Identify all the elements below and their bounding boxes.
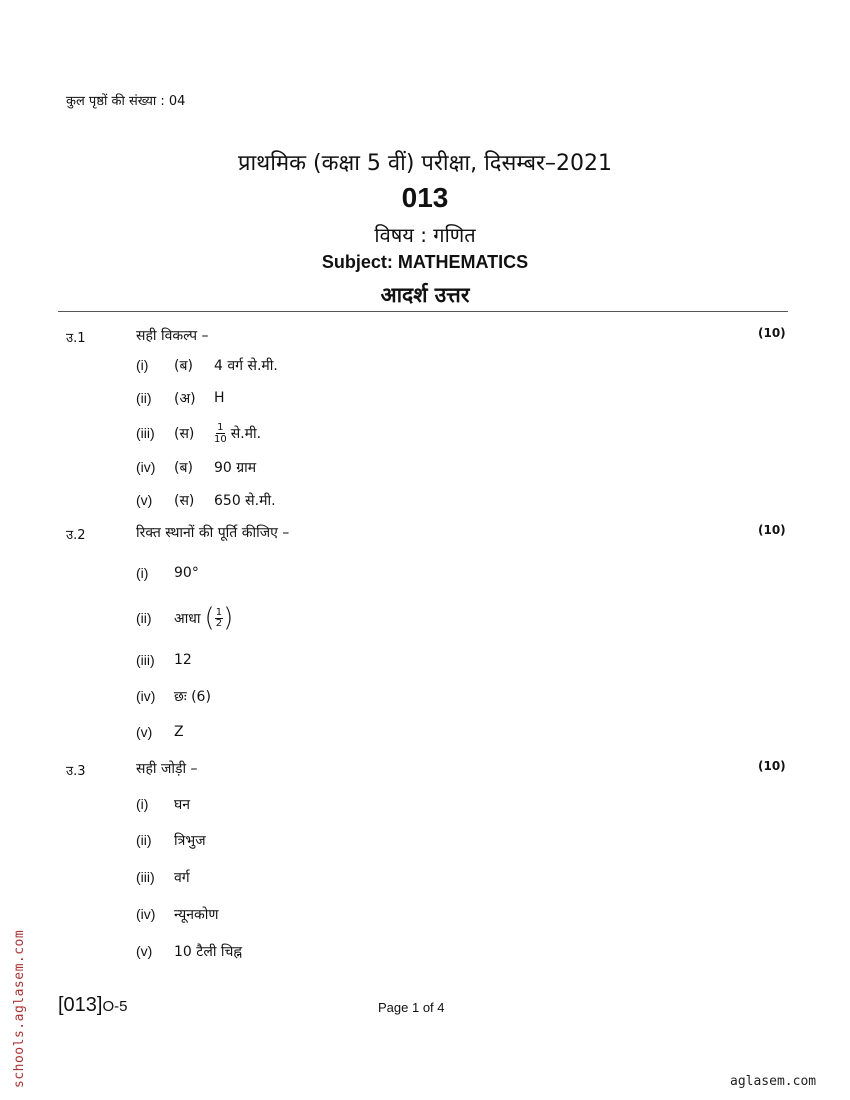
item-number: (iv) bbox=[136, 459, 156, 475]
exam-title: प्राथमिक (कक्षा 5 वीं) परीक्षा, दिसम्बर–2021 bbox=[237, 151, 613, 176]
answer-text: वर्ग bbox=[174, 869, 190, 886]
answer-text: 650 से.मी. bbox=[214, 492, 276, 509]
answer-text: छः (6) bbox=[174, 688, 211, 705]
answer-text: Z bbox=[174, 724, 184, 740]
left-paren: ( bbox=[204, 603, 215, 633]
item-number: (iii) bbox=[136, 869, 155, 885]
fraction-denominator: 10 bbox=[214, 433, 227, 445]
answer-text: 12 bbox=[174, 652, 192, 668]
option-letter: (अ) bbox=[174, 390, 196, 407]
fraction-numerator: 1 bbox=[215, 606, 223, 618]
question-marks: (10) bbox=[758, 759, 786, 773]
question-marks: (10) bbox=[758, 326, 786, 340]
question-number: उ.1 bbox=[66, 331, 86, 346]
paper-code: 013 bbox=[401, 182, 449, 213]
answer-row bbox=[136, 562, 199, 584]
option-letter: (ब) bbox=[174, 459, 193, 476]
option-letter: (स) bbox=[174, 425, 195, 442]
answer-row bbox=[136, 685, 211, 707]
footer-paper-code bbox=[58, 994, 128, 1017]
footer-code: [013] bbox=[58, 994, 103, 1016]
subject-english: Subject: MATHEMATICS bbox=[321, 252, 529, 272]
header-divider bbox=[58, 311, 788, 312]
answer-text: आधा bbox=[174, 610, 201, 627]
document-type: आदर्श उत्तर bbox=[380, 283, 470, 307]
fraction-denominator: 2 bbox=[215, 617, 223, 629]
item-number: (ii) bbox=[136, 610, 152, 626]
item-number: (ii) bbox=[136, 390, 152, 406]
fraction bbox=[214, 422, 227, 445]
item-number: (iii) bbox=[136, 652, 155, 668]
item-number: (i) bbox=[136, 357, 149, 373]
fraction bbox=[215, 608, 223, 629]
item-number: (iii) bbox=[136, 425, 155, 441]
side-watermark: schools.aglasem.com bbox=[12, 929, 27, 1088]
answer-row bbox=[136, 793, 190, 815]
answer-text: त्रिभुज bbox=[174, 832, 206, 849]
answer-text: 10 टैली चिह्न bbox=[174, 943, 243, 960]
subject-hindi: विषय : गणित bbox=[374, 223, 476, 247]
item-number: (iv) bbox=[136, 906, 156, 922]
page-number: Page 1 of 4 bbox=[378, 1000, 445, 1015]
item-number: (v) bbox=[136, 943, 153, 959]
right-paren: ) bbox=[223, 603, 234, 633]
answer-row bbox=[136, 354, 278, 376]
item-number: (v) bbox=[136, 724, 153, 740]
question-heading: रिक्त स्थानों की पूर्ति कीजिए – bbox=[136, 525, 290, 541]
item-number: (iv) bbox=[136, 688, 156, 704]
answer-text: 90 ग्राम bbox=[214, 459, 257, 476]
item-number: (v) bbox=[136, 492, 153, 508]
answer-row bbox=[136, 422, 261, 444]
answer-text: घन bbox=[174, 796, 191, 813]
question-marks: (10) bbox=[758, 523, 786, 537]
answer-row bbox=[136, 721, 184, 743]
item-number: (i) bbox=[136, 565, 149, 581]
answer-text: से.मी. bbox=[230, 425, 262, 442]
answer-row bbox=[136, 940, 242, 962]
footer-code-suffix: O-5 bbox=[102, 998, 128, 1015]
question-heading: सही विकल्प – bbox=[136, 328, 209, 344]
question-number: उ.2 bbox=[66, 528, 86, 543]
answer-row bbox=[136, 829, 206, 851]
answer-text: H bbox=[214, 390, 225, 406]
option-letter: (स) bbox=[174, 492, 195, 509]
answer-row bbox=[136, 649, 192, 671]
answer-text: 4 वर्ग से.मी. bbox=[214, 357, 278, 374]
total-pages-note: कुल पृष्ठों की संख्या : 04 bbox=[66, 94, 186, 109]
option-letter: (ब) bbox=[174, 357, 193, 374]
answer-row bbox=[136, 903, 219, 925]
question-heading: सही जोड़ी – bbox=[136, 761, 198, 777]
answer-row bbox=[136, 603, 234, 633]
answer-row bbox=[136, 456, 256, 478]
answer-row bbox=[136, 387, 225, 409]
item-number: (i) bbox=[136, 796, 149, 812]
answer-text: न्यूनकोण bbox=[174, 906, 219, 923]
fraction-numerator: 1 bbox=[217, 421, 224, 433]
answer-row bbox=[136, 866, 190, 888]
answer-row bbox=[136, 489, 276, 511]
item-number: (ii) bbox=[136, 832, 152, 848]
bottom-watermark: aglasem.com bbox=[730, 1074, 817, 1089]
question-number: उ.3 bbox=[66, 764, 86, 779]
answer-text: 90° bbox=[174, 565, 199, 581]
